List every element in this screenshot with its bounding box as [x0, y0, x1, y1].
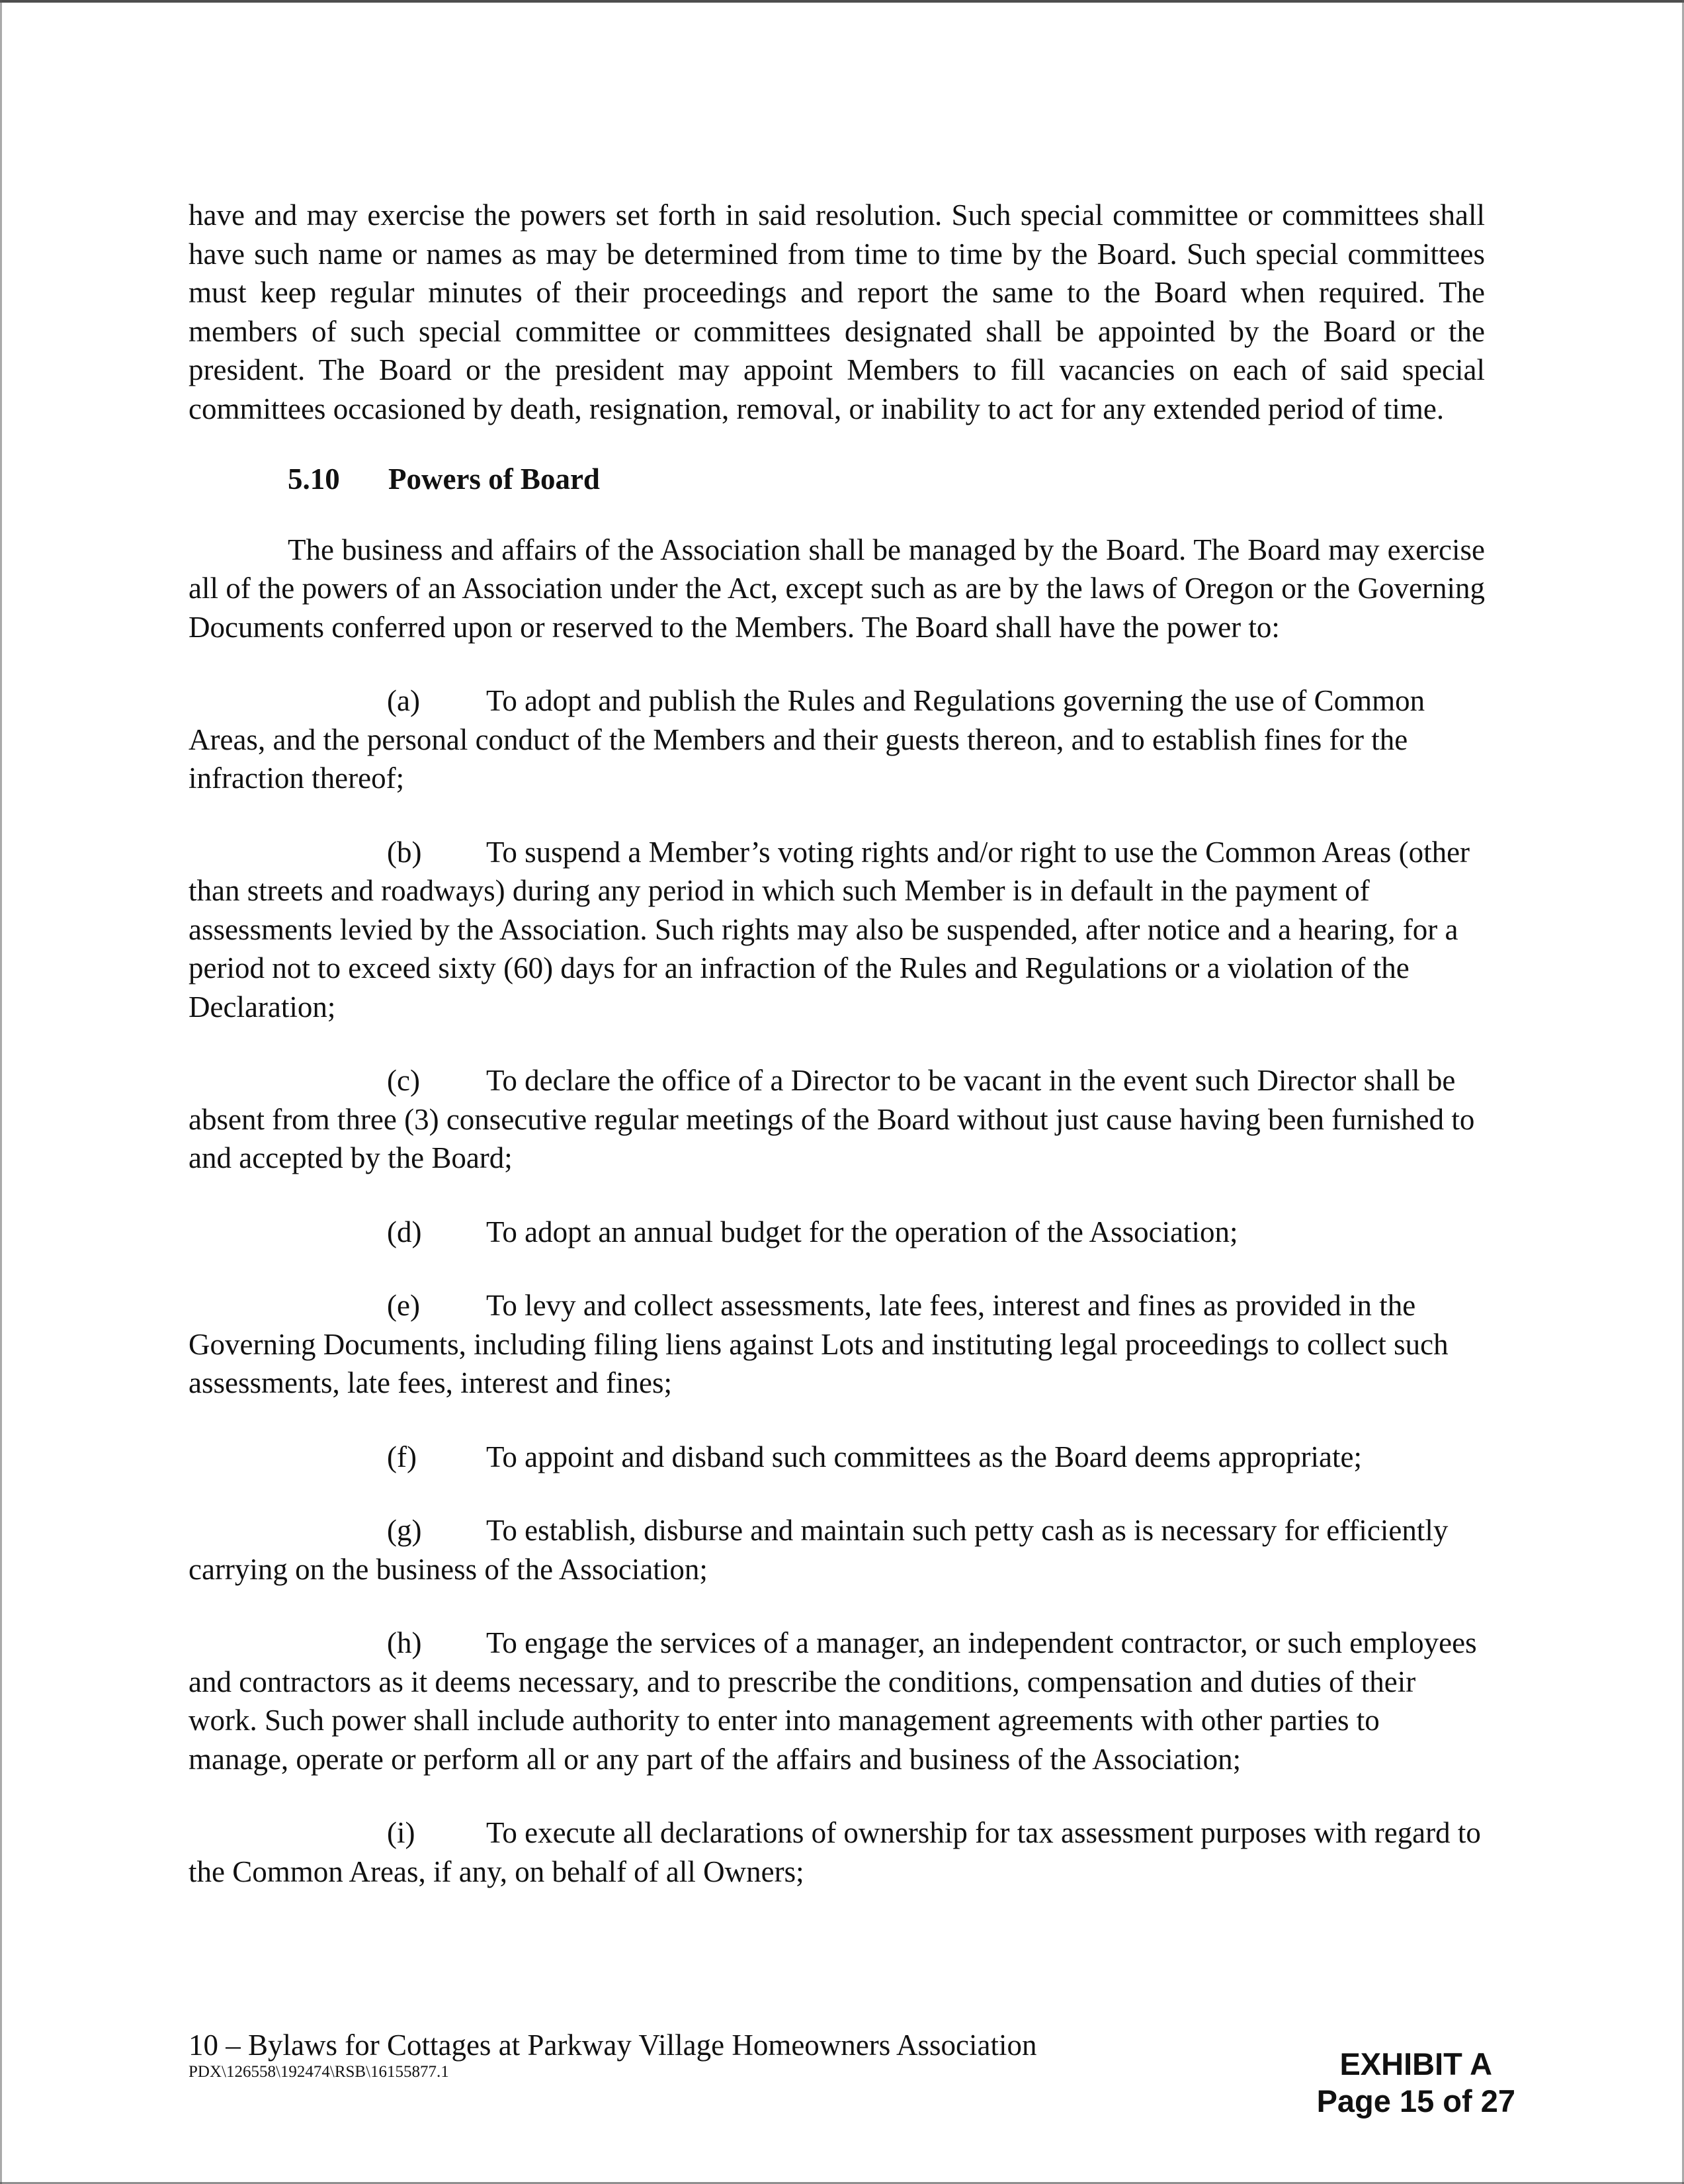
- list-item-a: [189, 681, 1485, 798]
- list-item-label: (d): [387, 1215, 422, 1248]
- list-item-label: (e): [387, 1289, 420, 1322]
- section-title: Powers of Board: [388, 462, 600, 496]
- list-item-label: (g): [387, 1514, 422, 1547]
- intro-paragraph: have and may exercise the powers set forth in said resolution. Such special committee or committees shall have such name or names as may be determined from time to time by the Board. Such special committees must keep regular minutes of their proceedings and report the same to the Board when required. The members of such special committee or committees designated shall be appointed by the Board or the president. The Board or the president may appoint Members to fill vacancies on each of said special committees occasioned by death, resignation, removal, or inability to act for any extended period of time.: [189, 198, 1485, 425]
- list-item-e: [189, 1286, 1485, 1403]
- page-footer: [189, 2028, 1313, 2082]
- list-item-label: (a): [387, 684, 420, 717]
- list-item-text: To levy and collect assessments, late fees, interest and fines as provided in the Governing Documents, including filing liens against Lots and instituting legal proceedings to collect such assessments, late fees, interest and fines;: [189, 1289, 1449, 1399]
- section-heading: [189, 460, 1485, 499]
- list-item-h: [189, 1624, 1485, 1778]
- list-item-text: To adopt an annual budget for the operation of the Association;: [486, 1215, 1238, 1248]
- list-item-i: [189, 1813, 1485, 1891]
- list-item-label: (b): [387, 835, 422, 869]
- list-item-label: (c): [387, 1064, 420, 1097]
- list-item-text: To suspend a Member’s voting rights and/or right to use the Common Areas (other than streets and roadways) during any period in which such Member is in default in the payment of assessments levied by the Association. Such rights may also be suspended, after notice and a hearing, for a period not to exceed sixty (60) days for an infraction of the Rules and Regulations or a violation of the Declaration;: [189, 835, 1470, 1024]
- list-item-text: To declare the office of a Director to be vacant in the event such Director shall be absent from three (3) consecutive regular meetings of the Board without just cause having been furnished to and accepted by the Board;: [189, 1064, 1475, 1174]
- list-item-f: [189, 1438, 1485, 1477]
- exhibit-stamp: [1317, 2046, 1515, 2120]
- list-item-text: To appoint and disband such committees as the Board deems appropriate;: [486, 1440, 1363, 1473]
- section-lead-paragraph: The business and affairs of the Association shall be managed by the Board. The Board may exercise all of the powers of an Association under the Act, except such as are by the laws of Oregon or the Governing Documents conferred upon or reserved to the Members. The Board shall have the power to:: [189, 533, 1485, 644]
- page-number-label: Page 15 of 27: [1316, 2083, 1515, 2118]
- scan-top-edge: [0, 0, 1684, 3]
- list-item-d: [189, 1213, 1485, 1252]
- list-item-label: (i): [387, 1816, 415, 1849]
- list-item-label: (f): [387, 1440, 417, 1473]
- list-item-text: To adopt and publish the Rules and Regulations governing the use of Common Areas, and the personal conduct of the Members and their guests thereon, and to establish fines for the infraction thereof;: [189, 684, 1425, 795]
- list-item-text: To execute all declarations of ownership for tax assessment purposes with regard to the Common Areas, if any, on behalf of all Owners;: [189, 1816, 1481, 1888]
- section-number: 5.10: [288, 462, 340, 496]
- list-item-g: [189, 1511, 1485, 1589]
- exhibit-label: EXHIBIT A: [1339, 2046, 1493, 2081]
- scan-left-edge: [0, 0, 2, 2184]
- list-item-text: To establish, disburse and maintain such petty cash as is necessary for efficiently carrying on the business of the Association;: [189, 1514, 1449, 1586]
- list-item-b: [189, 833, 1485, 1027]
- list-item-label: (h): [387, 1626, 422, 1659]
- list-item-c: [189, 1061, 1485, 1178]
- footer-doc-code: PDX\126558\192474\RSB\16155877.1: [189, 2063, 449, 2081]
- list-item-text: To engage the services of a manager, an independent contractor, or such employees and contractors as it deems necessary, and to prescribe the conditions, compensation and duties of their work. Such power shall include authority to enter into management agreements with other parties to manage, operate or perform all or any part of the affairs and business of the Association;: [189, 1626, 1477, 1776]
- footer-title: 10 – Bylaws for Cottages at Parkway Village Homeowners Association: [189, 2029, 1037, 2062]
- document-body: [189, 196, 1485, 1891]
